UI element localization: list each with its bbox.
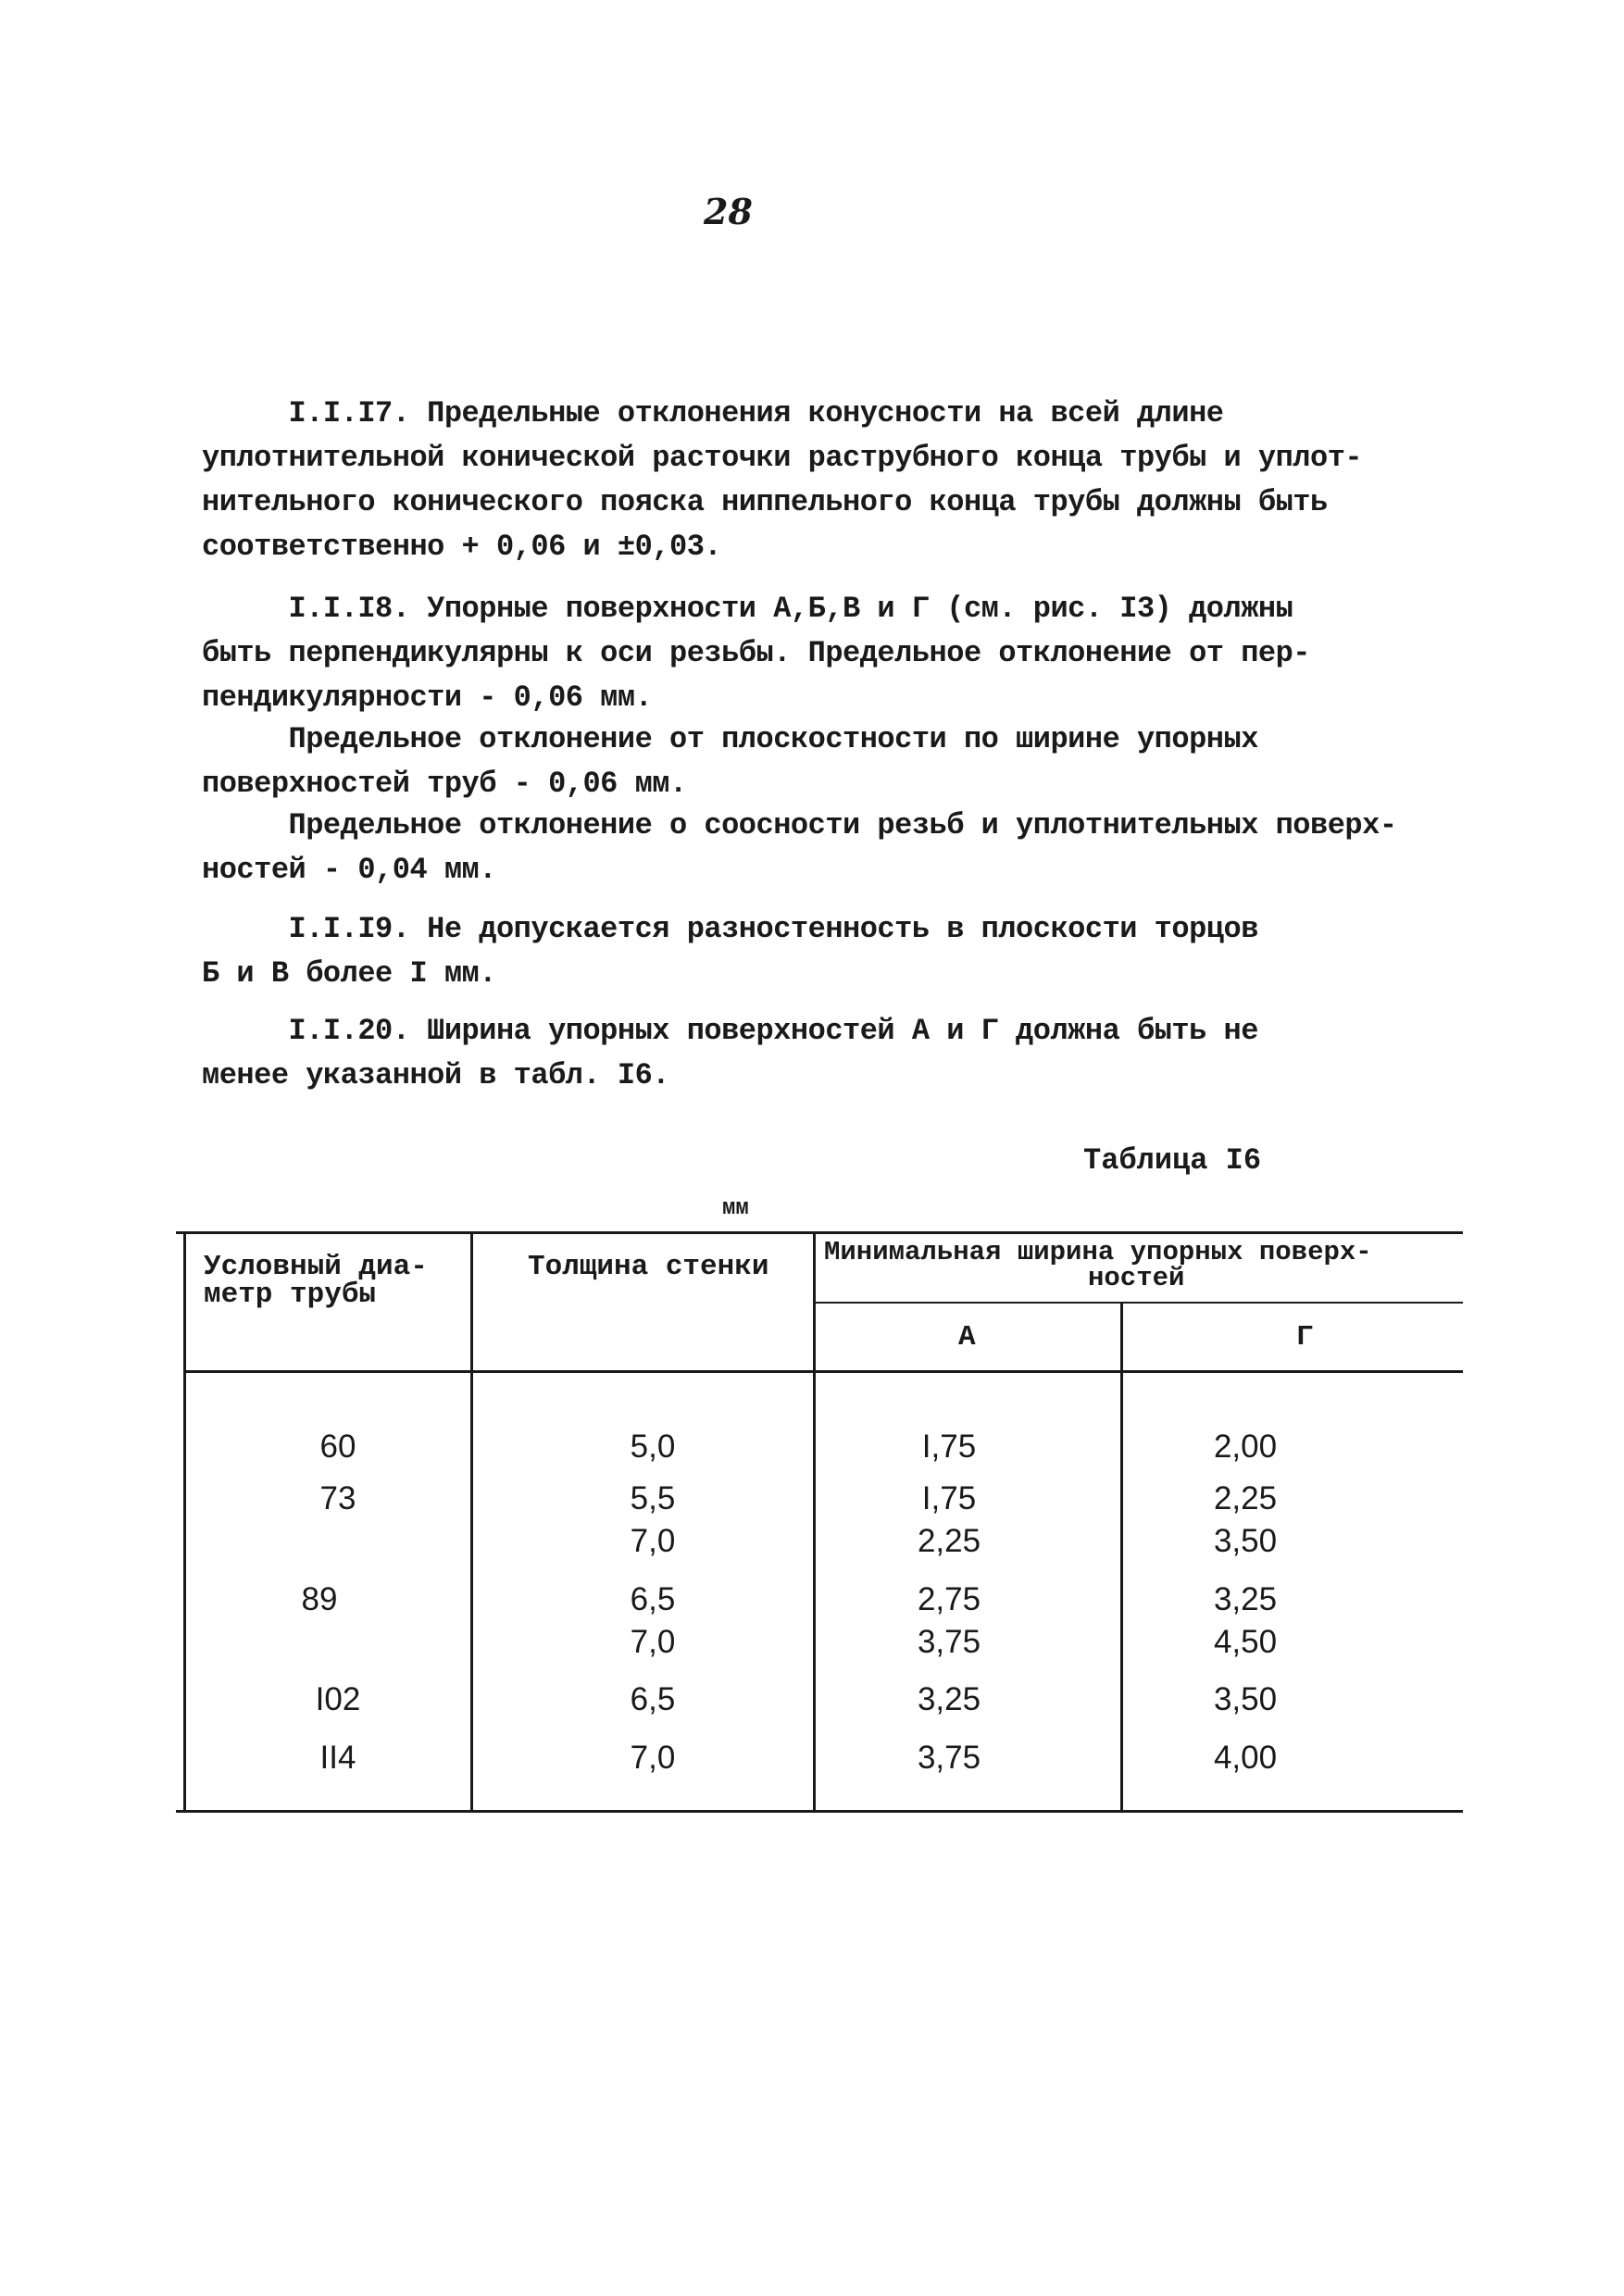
text-line: соответственно + 0,06 и ±0,03. <box>202 530 722 564</box>
table-rule-subheader <box>813 1302 1463 1304</box>
header-col-a: А <box>958 1321 976 1354</box>
cell-a: 3,25 <box>917 1681 981 1717</box>
cell-g: 2,25 <box>1213 1480 1278 1516</box>
text-line: быть перпендикулярны к оси резьбы. Предельное отклонение от пер- <box>202 636 1310 670</box>
cell-thickness: 5,0 <box>630 1429 676 1465</box>
cell-diameter: I02 <box>315 1681 361 1717</box>
cell-a: 2,25 <box>917 1523 981 1559</box>
table-rule-col2 <box>813 1231 816 1813</box>
header-min-width-line2: ностей <box>1088 1263 1185 1293</box>
text-line: менее указанной в табл. I6. <box>202 1058 669 1092</box>
cell-a: I,75 <box>921 1429 977 1465</box>
text-line: I.I.I8. Упорные поверхности А,Б,В и Г (см. рис. I3) должны <box>202 592 1293 626</box>
clause-1-1-18-coaxiality <box>202 804 1433 892</box>
header-thickness: Толщина стенки <box>528 1251 769 1283</box>
header-min-width-line1: Минимальная ширина упорных поверх- <box>824 1237 1372 1267</box>
clause-1-1-18-flatness <box>202 718 1433 806</box>
table-rule-col3 <box>1120 1302 1123 1813</box>
table-unit: мм <box>722 1196 749 1221</box>
table-rule-col1 <box>470 1231 473 1813</box>
cell-thickness: 7,0 <box>630 1523 676 1559</box>
text-line: I.I.I7. Предельные отклонения конусности на всей длине <box>202 396 1224 430</box>
table-rule-left <box>183 1231 186 1813</box>
cell-g: 4,50 <box>1213 1624 1278 1660</box>
cell-thickness: 6,5 <box>630 1681 676 1717</box>
text-line: поверхностей труб - 0,06 мм. <box>202 767 687 801</box>
table-rule-top <box>176 1231 1463 1234</box>
text-line: Б и В более I мм. <box>202 956 496 991</box>
table-caption: Таблица I6 <box>1083 1143 1262 1178</box>
cell-diameter: II4 <box>319 1740 356 1776</box>
text-line: Предельное отклонение о соосности резьб и уплотнительных поверх- <box>202 808 1397 842</box>
clause-1-1-17 <box>202 392 1433 569</box>
text-line: уплотнительной конической расточки раструбного конца трубы и уплот- <box>202 441 1363 475</box>
data-table <box>176 1231 1463 1815</box>
page-number: 28 <box>704 191 753 232</box>
text-line: пендикулярности - 0,06 мм. <box>202 680 653 715</box>
cell-g: 3,25 <box>1213 1581 1278 1617</box>
text-line: I.I.I9. Не допускается разностенность в плоскости торцов <box>202 912 1258 946</box>
text-line: ностей - 0,04 мм. <box>202 853 496 887</box>
clause-1-1-20 <box>202 1009 1433 1098</box>
cell-g: 2,00 <box>1213 1429 1278 1465</box>
cell-a: 3,75 <box>917 1624 981 1660</box>
cell-thickness: 7,0 <box>630 1740 676 1776</box>
cell-g: 3,50 <box>1213 1523 1278 1559</box>
cell-thickness: 7,0 <box>630 1624 676 1660</box>
cell-thickness: 5,5 <box>630 1480 676 1516</box>
cell-g: 4,00 <box>1213 1740 1278 1776</box>
cell-a: 3,75 <box>917 1740 981 1776</box>
header-col-g: Г <box>1296 1321 1314 1354</box>
cell-diameter: 89 <box>301 1581 338 1617</box>
table-rule-header <box>183 1370 1463 1373</box>
text-line: Предельное отклонение от плоскостности по ширине упорных <box>202 722 1258 756</box>
cell-diameter: 60 <box>319 1429 356 1465</box>
cell-g: 3,50 <box>1213 1681 1278 1717</box>
text-line: нительного конического пояска ниппельного конца трубы должны быть <box>202 485 1328 519</box>
table-rule-bottom <box>176 1810 1463 1813</box>
header-diameter-line2: метр трубы <box>204 1279 377 1311</box>
clause-1-1-18 <box>202 587 1433 720</box>
cell-a: 2,75 <box>917 1581 981 1617</box>
clause-1-1-19 <box>202 907 1433 996</box>
header-diameter-line1: Условный диа- <box>204 1251 428 1283</box>
cell-a: I,75 <box>921 1480 977 1516</box>
text-line: I.I.20. Ширина упорных поверхностей А и Г должна быть не <box>202 1014 1258 1048</box>
cell-diameter: 73 <box>319 1480 356 1516</box>
cell-thickness: 6,5 <box>630 1581 676 1617</box>
